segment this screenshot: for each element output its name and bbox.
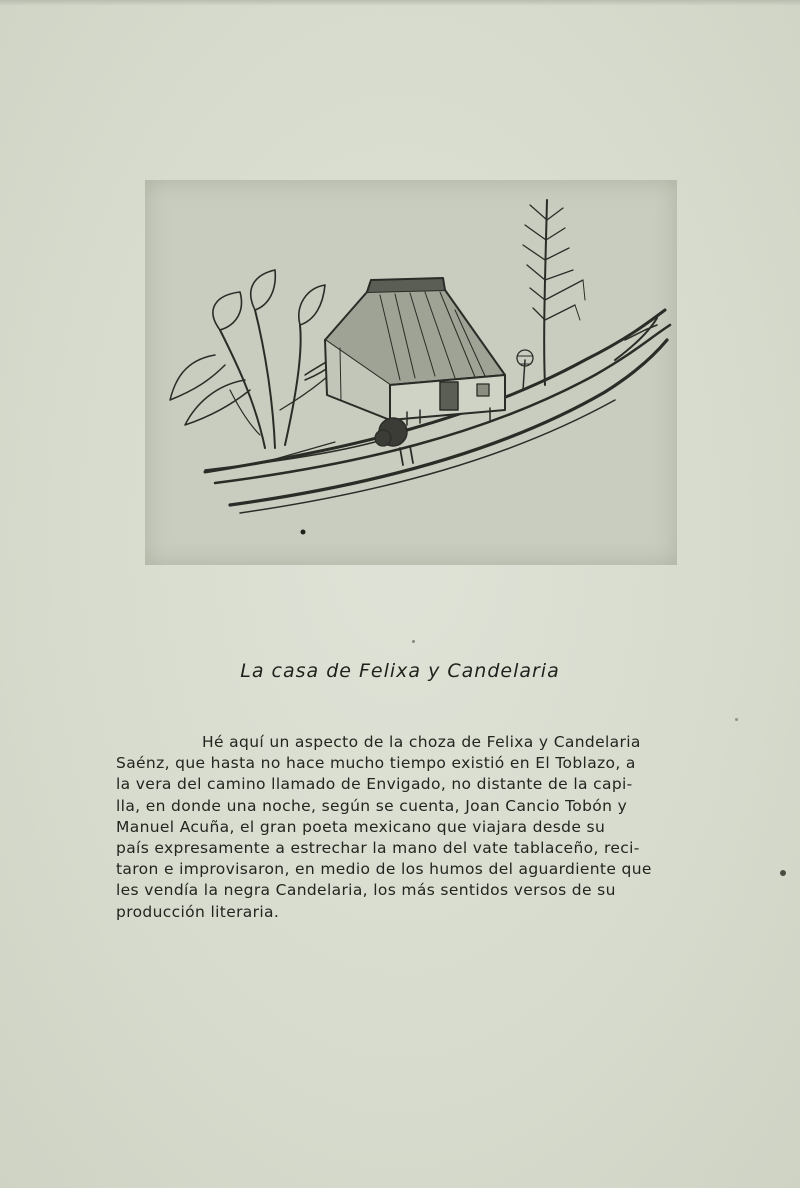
hut-sketch — [145, 180, 677, 565]
paragraph-line: lla, en donde una noche, según se cuenta, Joan Cancio Tobón y — [116, 796, 628, 815]
ink-speck — [412, 640, 415, 643]
paragraph-line: Manuel Acuña, el gran poeta mexicano que viajara desde su — [116, 817, 606, 836]
hut-door — [440, 382, 458, 410]
description-paragraph — [116, 732, 696, 923]
paragraph-line: país expresamente a estrechar la mano del vate tablaceño, reci- — [116, 839, 640, 858]
tall-tree-trunk — [544, 200, 547, 385]
plantain-stem-3 — [285, 325, 301, 445]
ink-speck — [735, 718, 738, 721]
paragraph-line: producción literaria. — [116, 902, 280, 921]
paragraph-line: Saénz, que hasta no hace mucho tiempo existió en El Toblazo, a — [116, 754, 636, 773]
paragraph-line: taron e improvisaron, en medio de los humos del aguardiente que — [116, 860, 652, 879]
plantain-stem-1 — [220, 330, 265, 448]
paragraph-line: les vendía la negra Candelaria, los más sentidos versos de su — [116, 881, 616, 900]
paragraph-line: la vera del camino llamado de Envigado, no distante de la capi- — [116, 775, 633, 794]
illustration-caption: La casa de Felixa y Candelaria — [240, 660, 560, 682]
page-top-shadow — [0, 0, 800, 6]
hut-illustration — [145, 180, 677, 565]
ink-speck — [780, 870, 786, 876]
paragraph-line: Hé aquí un aspecto de la choza de Felixa y Candelaria — [202, 733, 641, 751]
plantain-stem-2 — [255, 310, 275, 448]
